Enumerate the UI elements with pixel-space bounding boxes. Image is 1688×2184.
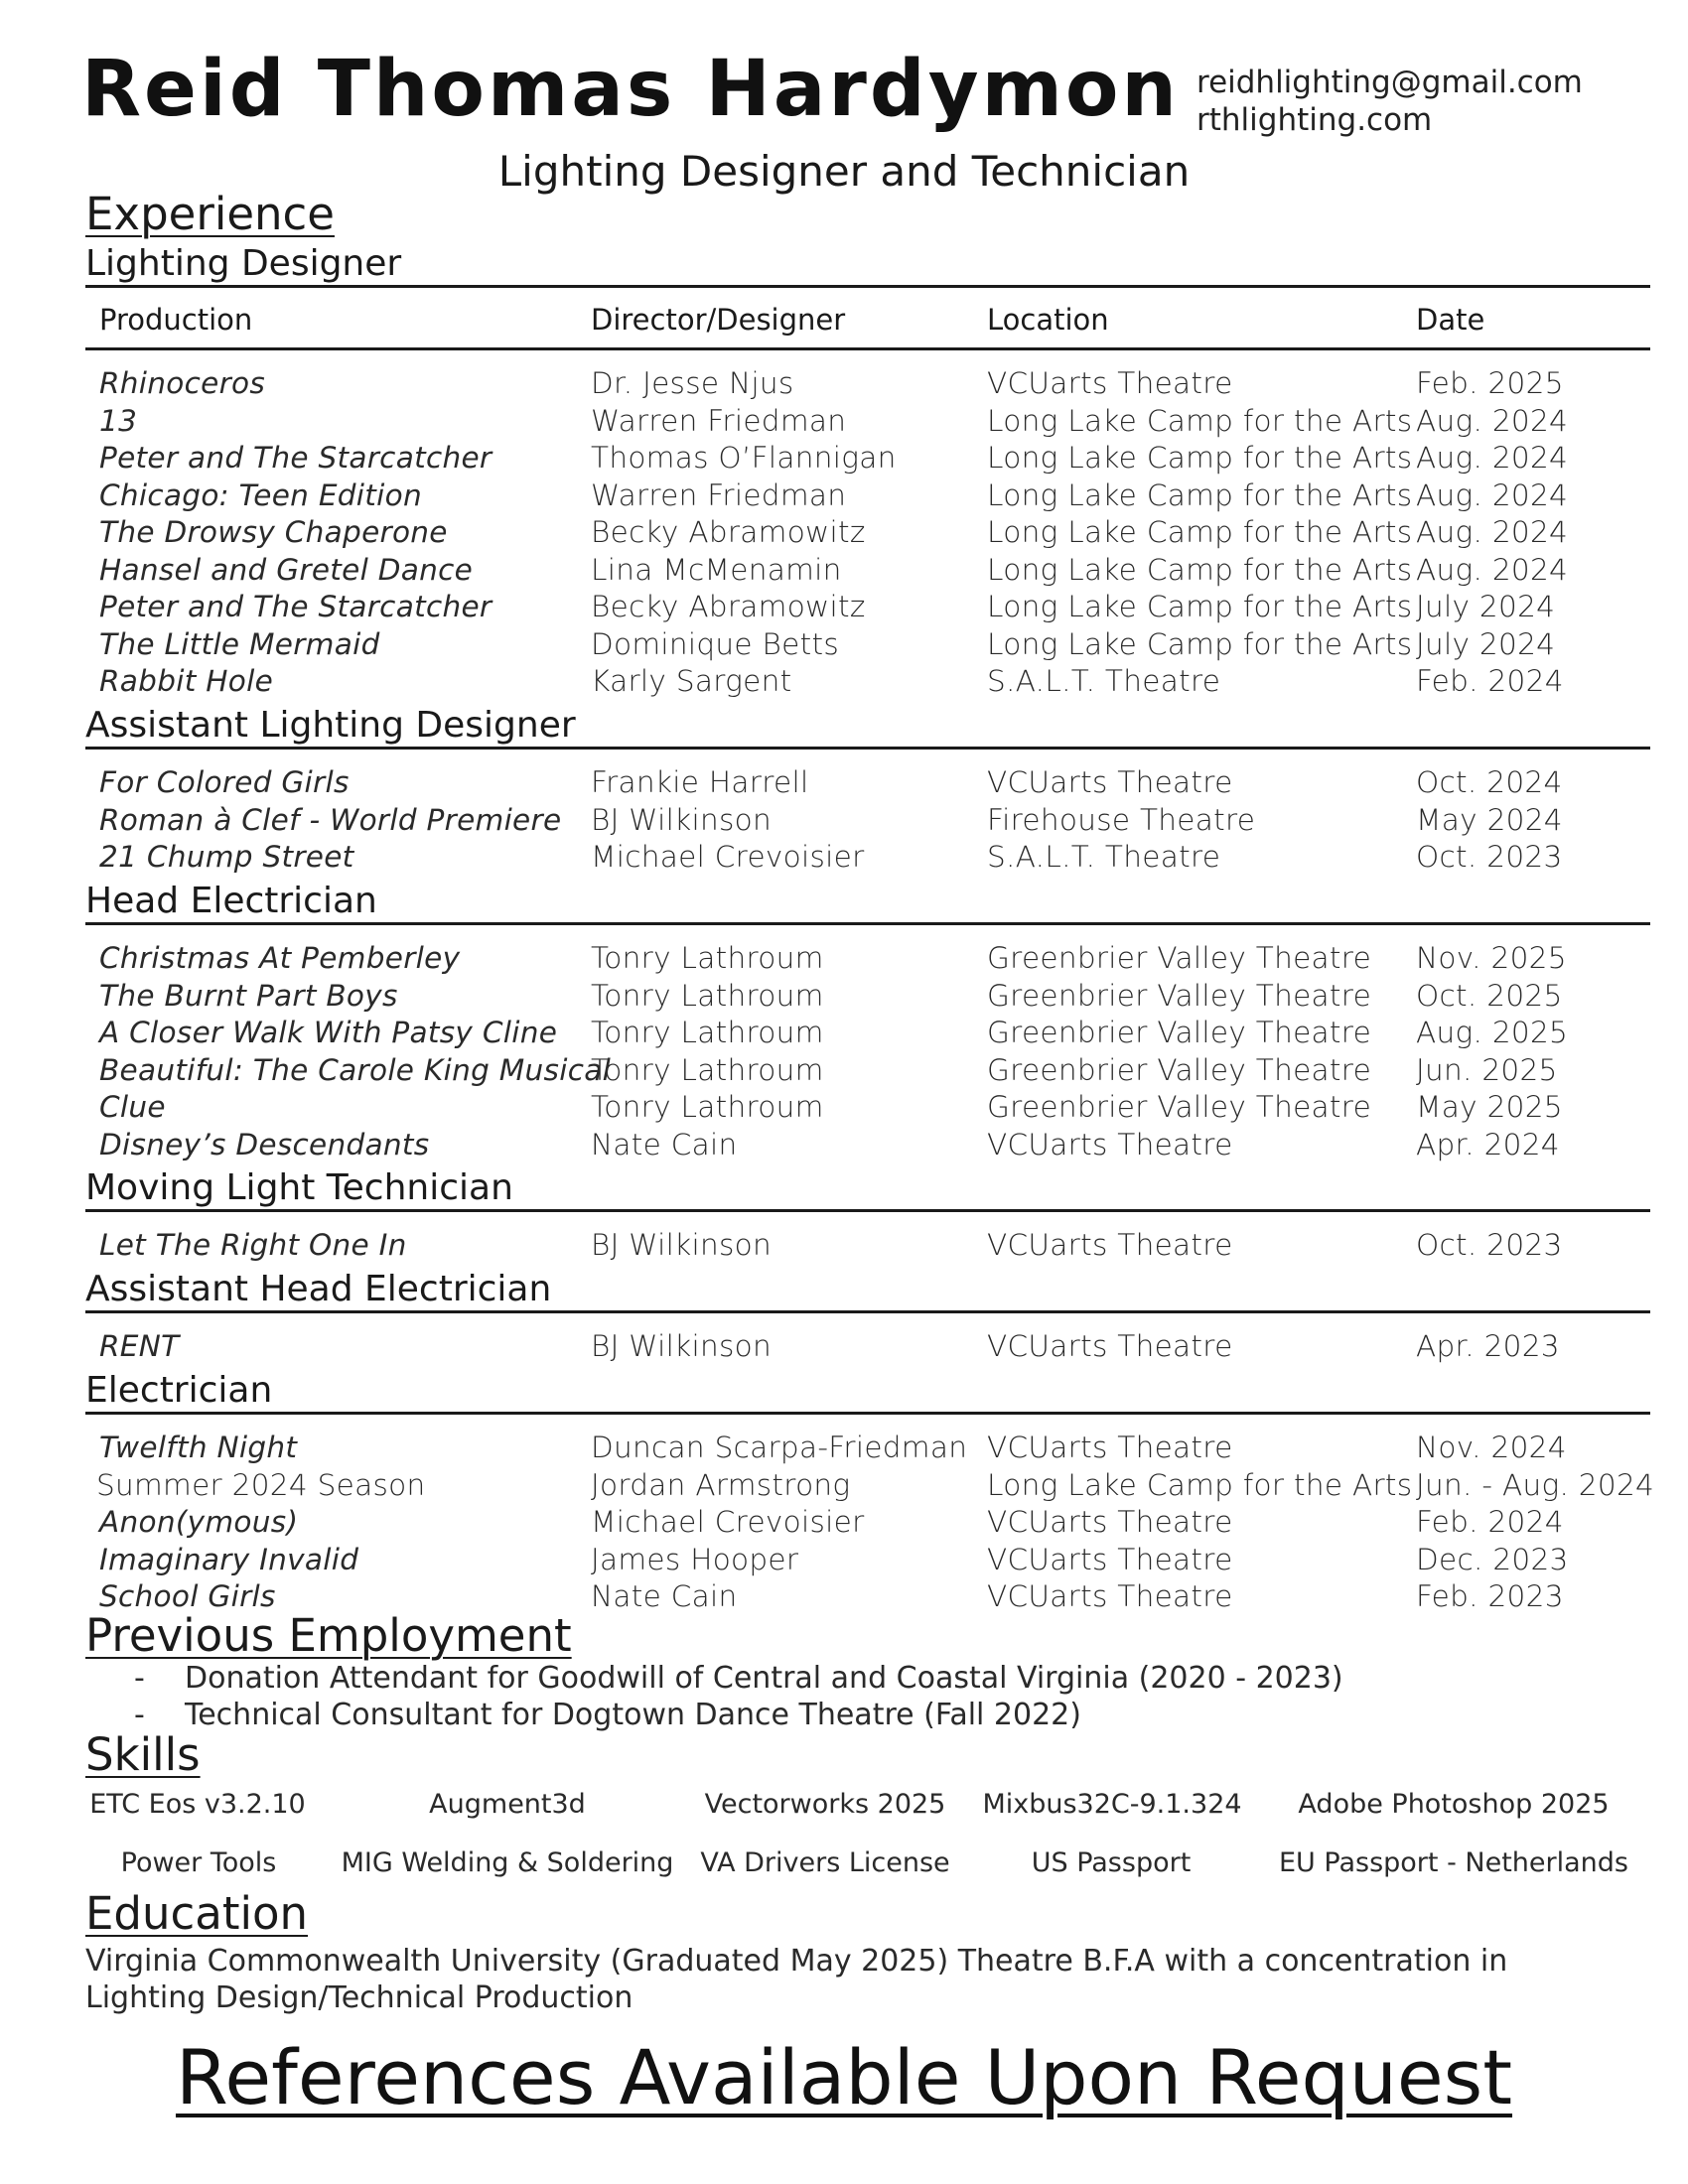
location-cell: VCUarts Theatre bbox=[987, 1127, 1233, 1161]
production-cell: The Burnt Part Boys bbox=[99, 978, 398, 1013]
bullet-dash: - bbox=[134, 1698, 145, 1732]
location-cell: Greenbrier Valley Theatre bbox=[987, 941, 1372, 975]
location-cell: Long Lake Camp for the Arts bbox=[987, 626, 1413, 661]
director-cell: BJ Wilkinson bbox=[591, 1329, 772, 1363]
education-title: Education bbox=[85, 1887, 309, 1940]
production-cell: Peter and The Starcatcher bbox=[99, 590, 492, 623]
date-cell: Nov. 2024 bbox=[1416, 1431, 1567, 1464]
role-title-head-electrician: Head Electrician bbox=[85, 881, 377, 921]
date-cell: Feb. 2025 bbox=[1416, 366, 1564, 400]
director-cell: Becky Abramowitz bbox=[591, 590, 866, 623]
production-cell: Imaginary Invalid bbox=[99, 1542, 359, 1576]
director-cell: Tonry Lathroum bbox=[591, 1052, 824, 1087]
director-cell: Karly Sargent bbox=[591, 664, 792, 698]
education-text: Virginia Commonwealth University (Graduated May 2025) Theatre B.F.A with a concentration in Lighting Design/Technical Production bbox=[85, 1944, 1508, 2015]
bullet-dash: - bbox=[134, 1661, 145, 1696]
column-header-date: Date bbox=[1416, 303, 1485, 337]
production-cell: School Girls bbox=[99, 1579, 276, 1613]
date-cell: Apr. 2023 bbox=[1416, 1329, 1560, 1363]
date-cell: Jun. 2025 bbox=[1416, 1052, 1558, 1087]
skill-item: VA Drivers License bbox=[700, 1847, 950, 1878]
skill-item: Mixbus32C-9.1.324 bbox=[982, 1789, 1242, 1820]
director-cell: Duncan Scarpa-Friedman bbox=[591, 1431, 968, 1464]
role-title-moving-light-technician: Moving Light Technician bbox=[85, 1167, 513, 1208]
director-cell: Tonry Lathroum bbox=[591, 1016, 824, 1049]
director-cell: Nate Cain bbox=[591, 1127, 738, 1161]
location-cell: Long Lake Camp for the Arts bbox=[987, 515, 1413, 549]
table-row bbox=[0, 403, 1688, 440]
location-cell: VCUarts Theatre bbox=[987, 1505, 1233, 1539]
section-rule bbox=[85, 1209, 1650, 1212]
date-cell: Dec. 2023 bbox=[1416, 1542, 1569, 1576]
date-cell: Nov. 2025 bbox=[1416, 941, 1567, 975]
contact-website[interactable]: rthlighting.com bbox=[1196, 102, 1433, 138]
production-cell: Twelfth Night bbox=[99, 1431, 298, 1464]
location-cell: S.A.L.T. Theatre bbox=[987, 840, 1221, 874]
location-cell: VCUarts Theatre bbox=[987, 1579, 1233, 1613]
date-cell: Apr. 2024 bbox=[1416, 1127, 1560, 1161]
date-cell: Jun. - Aug. 2024 bbox=[1416, 1467, 1655, 1502]
table-row bbox=[0, 978, 1688, 1015]
production-cell: 21 Chump Street bbox=[99, 840, 354, 874]
location-cell: Greenbrier Valley Theatre bbox=[987, 978, 1372, 1013]
production-cell: 13 bbox=[99, 403, 138, 438]
location-cell: Greenbrier Valley Theatre bbox=[987, 1052, 1372, 1087]
date-cell: Oct. 2024 bbox=[1416, 765, 1563, 799]
production-cell: Rhinoceros bbox=[99, 366, 266, 400]
date-cell: Aug. 2025 bbox=[1416, 1016, 1569, 1049]
section-rule bbox=[85, 747, 1650, 750]
table-row bbox=[0, 1504, 1688, 1541]
table-row bbox=[0, 940, 1688, 977]
table-row bbox=[0, 1467, 1688, 1504]
table-row bbox=[0, 1127, 1688, 1163]
table-row bbox=[0, 764, 1688, 801]
date-cell: May 2024 bbox=[1416, 802, 1563, 837]
location-cell: Long Lake Camp for the Arts bbox=[987, 403, 1413, 438]
resume-name: Reid Thomas Hardymon bbox=[81, 45, 1180, 134]
role-title-assistant-lighting-designer: Assistant Lighting Designer bbox=[85, 705, 576, 746]
contact-email[interactable]: reidhlighting@gmail.com bbox=[1196, 65, 1583, 100]
skill-item: ETC Eos v3.2.10 bbox=[89, 1789, 306, 1820]
location-cell: Long Lake Camp for the Arts bbox=[987, 590, 1413, 623]
director-cell: Tonry Lathroum bbox=[591, 941, 824, 975]
table-row bbox=[0, 1430, 1688, 1466]
role-title-electrician: Electrician bbox=[85, 1370, 273, 1411]
skill-item: Vectorworks 2025 bbox=[704, 1789, 946, 1820]
production-cell: Let The Right One In bbox=[99, 1228, 407, 1262]
table-row bbox=[0, 1328, 1688, 1365]
director-cell: Tonry Lathroum bbox=[591, 1090, 824, 1124]
director-cell: Nate Cain bbox=[591, 1579, 738, 1613]
production-cell: A Closer Walk With Patsy Cline bbox=[99, 1016, 558, 1049]
production-cell: Clue bbox=[99, 1090, 166, 1124]
location-cell: Greenbrier Valley Theatre bbox=[987, 1016, 1372, 1049]
table-row bbox=[0, 589, 1688, 625]
previous-employment-title: Previous Employment bbox=[85, 1609, 572, 1662]
section-rule bbox=[85, 922, 1650, 925]
table-row bbox=[0, 1052, 1688, 1089]
resume-subtitle: Lighting Designer and Technician bbox=[497, 147, 1191, 196]
director-cell: James Hooper bbox=[591, 1542, 799, 1576]
role-title-lighting-designer: Lighting Designer bbox=[85, 243, 402, 284]
section-rule bbox=[85, 285, 1650, 288]
director-cell: BJ Wilkinson bbox=[591, 802, 772, 837]
table-row bbox=[0, 552, 1688, 589]
location-cell: Firehouse Theatre bbox=[987, 802, 1256, 837]
location-cell: S.A.L.T. Theatre bbox=[987, 664, 1221, 698]
director-cell: Jordan Armstrong bbox=[591, 1467, 851, 1502]
table-row bbox=[0, 1227, 1688, 1264]
director-cell: Tonry Lathroum bbox=[591, 978, 824, 1013]
table-row bbox=[0, 440, 1688, 477]
skill-item: MIG Welding & Soldering bbox=[341, 1847, 674, 1878]
table-row bbox=[0, 365, 1688, 402]
director-cell: Lina McMenamin bbox=[591, 552, 842, 587]
location-cell: Long Lake Camp for the Arts bbox=[987, 478, 1413, 512]
section-rule bbox=[85, 1412, 1650, 1415]
location-cell: VCUarts Theatre bbox=[987, 1542, 1233, 1576]
production-cell: Roman à Clef - World Premiere bbox=[99, 802, 562, 837]
experience-title: Experience bbox=[85, 188, 335, 240]
date-cell: Aug. 2024 bbox=[1416, 441, 1569, 475]
production-cell: Peter and The Starcatcher bbox=[99, 441, 492, 475]
table-row bbox=[0, 478, 1688, 514]
location-cell: VCUarts Theatre bbox=[987, 1228, 1233, 1262]
table-row bbox=[0, 663, 1688, 700]
location-cell: Greenbrier Valley Theatre bbox=[987, 1090, 1372, 1124]
column-header-director: Director/Designer bbox=[591, 303, 846, 337]
date-cell: Aug. 2024 bbox=[1416, 515, 1569, 549]
header-rule bbox=[85, 347, 1650, 350]
production-cell: Rabbit Hole bbox=[99, 664, 274, 698]
director-cell: Dominique Betts bbox=[591, 626, 840, 661]
list-item: Technical Consultant for Dogtown Dance Theatre (Fall 2022) bbox=[185, 1698, 1081, 1732]
director-cell: BJ Wilkinson bbox=[591, 1228, 772, 1262]
director-cell: Frankie Harrell bbox=[591, 765, 809, 799]
location-cell: Long Lake Camp for the Arts bbox=[987, 552, 1413, 587]
production-cell: Chicago: Teen Edition bbox=[99, 478, 422, 512]
location-cell: VCUarts Theatre bbox=[987, 366, 1233, 400]
production-cell: The Little Mermaid bbox=[99, 626, 380, 661]
production-cell: Anon(ymous) bbox=[99, 1505, 299, 1539]
date-cell: Feb. 2024 bbox=[1416, 1505, 1564, 1539]
skill-item: Augment3d bbox=[429, 1789, 586, 1820]
production-cell: Christmas At Pemberley bbox=[99, 941, 461, 975]
skills-title: Skills bbox=[85, 1728, 201, 1781]
director-cell: Warren Friedman bbox=[591, 478, 847, 512]
director-cell: Warren Friedman bbox=[591, 403, 847, 438]
date-cell: Aug. 2024 bbox=[1416, 478, 1569, 512]
director-cell: Thomas O’Flannigan bbox=[591, 441, 897, 475]
date-cell: Oct. 2025 bbox=[1416, 978, 1563, 1013]
table-row bbox=[0, 1015, 1688, 1051]
date-cell: Feb. 2024 bbox=[1416, 664, 1564, 698]
location-cell: Long Lake Camp for the Arts bbox=[987, 441, 1413, 475]
date-cell: Aug. 2024 bbox=[1416, 403, 1569, 438]
location-cell: VCUarts Theatre bbox=[987, 1329, 1233, 1363]
date-cell: Oct. 2023 bbox=[1416, 1228, 1563, 1262]
production-cell: Hansel and Gretel Dance bbox=[99, 552, 474, 587]
column-header-production: Production bbox=[99, 303, 253, 337]
list-item: Donation Attendant for Goodwill of Central and Coastal Virginia (2020 - 2023) bbox=[185, 1661, 1343, 1696]
table-row bbox=[0, 514, 1688, 551]
location-cell: VCUarts Theatre bbox=[987, 1431, 1233, 1464]
location-cell: Long Lake Camp for the Arts bbox=[987, 1467, 1413, 1502]
production-cell: RENT bbox=[99, 1329, 180, 1363]
skill-item: US Passport bbox=[1031, 1847, 1192, 1878]
role-title-assistant-head-electrician: Assistant Head Electrician bbox=[85, 1269, 552, 1309]
table-row bbox=[0, 626, 1688, 663]
production-cell: The Drowsy Chaperone bbox=[99, 515, 448, 549]
table-row bbox=[0, 802, 1688, 839]
skill-item: Power Tools bbox=[120, 1847, 277, 1878]
section-rule bbox=[85, 1310, 1650, 1313]
production-cell: Disney’s Descendants bbox=[99, 1127, 430, 1161]
director-cell: Dr. Jesse Njus bbox=[591, 366, 794, 400]
date-cell: Aug. 2024 bbox=[1416, 552, 1569, 587]
date-cell: Oct. 2023 bbox=[1416, 840, 1563, 874]
production-cell: Summer 2024 Season bbox=[96, 1467, 426, 1502]
location-cell: VCUarts Theatre bbox=[987, 765, 1233, 799]
references-note: References Available Upon Request bbox=[175, 2033, 1513, 2121]
director-cell: Michael Crevoisier bbox=[591, 840, 865, 874]
table-row bbox=[0, 1542, 1688, 1578]
table-row bbox=[0, 1089, 1688, 1126]
date-cell: Feb. 2023 bbox=[1416, 1579, 1564, 1613]
date-cell: May 2025 bbox=[1416, 1090, 1563, 1124]
director-cell: Michael Crevoisier bbox=[591, 1505, 865, 1539]
skill-item: EU Passport - Netherlands bbox=[1279, 1847, 1628, 1878]
director-cell: Becky Abramowitz bbox=[591, 515, 866, 549]
production-cell: Beautiful: The Carole King Musical bbox=[99, 1052, 612, 1087]
column-header-location: Location bbox=[987, 303, 1109, 337]
table-row bbox=[0, 839, 1688, 876]
skill-item: Adobe Photoshop 2025 bbox=[1298, 1789, 1610, 1820]
date-cell: July 2024 bbox=[1416, 590, 1556, 623]
production-cell: For Colored Girls bbox=[99, 765, 350, 799]
date-cell: July 2024 bbox=[1416, 626, 1556, 661]
